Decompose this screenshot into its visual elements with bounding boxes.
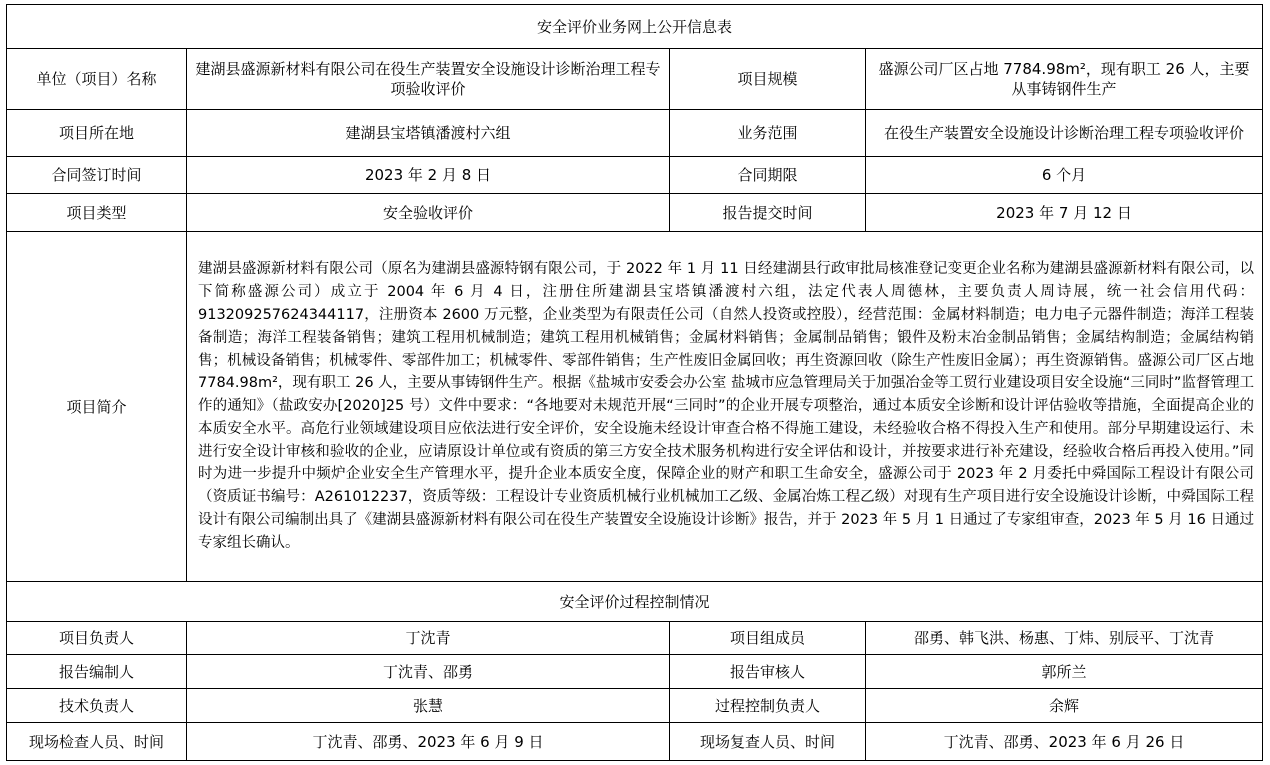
report-reviewer-value: 郭所兰 (866, 655, 1263, 689)
table-row (7, 689, 1263, 723)
table-row (7, 723, 1263, 761)
contract-date-value: 2023 年 2 月 8 日 (187, 157, 670, 194)
table-row (7, 232, 1263, 582)
table-row (7, 622, 1263, 655)
project-name-value: 建湖县盛源新材料有限公司在役生产装置安全设施设计诊断治理工程专项验收评价 (187, 49, 670, 110)
report-date-label: 报告提交时间 (670, 194, 866, 232)
business-scope-label: 业务范围 (670, 110, 866, 157)
technical-lead-label: 技术负责人 (7, 689, 187, 723)
technical-lead-value: 张慧 (187, 689, 670, 723)
project-type-value: 安全验收评价 (187, 194, 670, 232)
contract-period-value: 6 个月 (866, 157, 1263, 194)
process-control-lead-label: 过程控制负责人 (670, 689, 866, 723)
project-name-label: 单位（项目）名称 (7, 49, 187, 110)
project-intro-label: 项目简介 (7, 232, 187, 582)
project-leader-label: 项目负责人 (7, 622, 187, 655)
project-location-label: 项目所在地 (7, 110, 187, 157)
process-control-lead-value: 余辉 (866, 689, 1263, 723)
project-location-value: 建湖县宝塔镇潘渡村六组 (187, 110, 670, 157)
table-title: 安全评价业务网上公开信息表 (7, 5, 1263, 49)
table-row (7, 157, 1263, 194)
title-row (7, 5, 1263, 49)
project-scale-label: 项目规模 (670, 49, 866, 110)
site-inspection-value: 丁沈青、邵勇、2023 年 6 月 9 日 (187, 723, 670, 761)
project-type-label: 项目类型 (7, 194, 187, 232)
report-author-value: 丁沈青、邵勇 (187, 655, 670, 689)
process-section-title: 安全评价过程控制情况 (7, 582, 1263, 622)
table-row (7, 194, 1263, 232)
report-author-label: 报告编制人 (7, 655, 187, 689)
section-title-row (7, 582, 1263, 622)
team-members-value: 邵勇、韩飞洪、杨惠、丁炜、别辰平、丁沈青 (866, 622, 1263, 655)
site-inspection-label: 现场检查人员、时间 (7, 723, 187, 761)
site-recheck-label: 现场复查人员、时间 (670, 723, 866, 761)
table-row (7, 110, 1263, 157)
project-intro-text: 建湖县盛源新材料有限公司（原名为建湖县盛源特钢有限公司，于 2022 年 1 月 11 日经建湖县行政审批局核准登记变更企业名称为建湖县盛源新材料有限公司，以下简称盛源公司）成立于 2004 年 6 月 4 日，注册住所建湖县宝塔镇潘渡村六组，法定代表人周德林，主要负责人周诗展，统一社会信用代码：913209257624344117，注册资本 2600 万元整，企业类型为有限责任公司（自然人投资或控股），经营范围：金属材料制造；电力电子元器件制造；海洋工程装备制造；海洋工程装备销售；建筑工程用机械制造；建筑工程用机械销售；金属材料销售；金属制品销售；锻件及粉末冶金制品销售；金属结构制造；金属结构销售；机械设备销售；机械零件、零部件加工；机械零件、零部件销售；生产性废旧金属回收；再生资源回收（除生产性废旧金属）；再生资源销售。盛源公司厂区占地 7784.98m²，现有职工 26 人，主要从事铸钢件生产。根据《盐城市安委会办公室 盐城市应急管理局关于加强冶金等工贸行业建设项目安全设施“三同时”监督管理工作的通知》（盐政安办[2020]25 号）文件中要求：“各地要对未规范开展“三同时”的企业开展专项整治，通过本质安全诊断和设计评估验收等措施，全面提高企业的本质安全水平。高危行业领域建设项目应依法进行安全评价，安全设施未经设计审查合格不得施工建设，未经验收合格不得投入生产和使用。部分早期建设运行、未进行安全设计审核和验收的企业，应请原设计单位或有资质的第三方安全技术服务机构进行安全评估和设计，并按要求进行补充建设，经验收合格后再投入使用。”同时为进一步提升中频炉企业安全生产管理水平，提升企业本质安全度，保障企业的财产和职工生命安全，盛源公司于 2023 年 2 月委托中舜国际工程设计有限公司（资质证书编号：A261012237，资质等级：工程设计专业资质机械行业机械加工乙级、金属冶炼工程乙级）对现有生产项目进行安全设施设计诊断，中舜国际工程设计有限公司编制出具了《建湖县盛源新材料有限公司在役生产装置安全设施设计诊断》报告，并于 2023 年 5 月 1 日通过了专家组审查，2023 年 5 月 16 日通过专家组长确认。 (187, 232, 1263, 582)
team-members-label: 项目组成员 (670, 622, 866, 655)
contract-date-label: 合同签订时间 (7, 157, 187, 194)
contract-period-label: 合同期限 (670, 157, 866, 194)
report-reviewer-label: 报告审核人 (670, 655, 866, 689)
project-leader-value: 丁沈青 (187, 622, 670, 655)
disclosure-sheet (6, 4, 1262, 760)
disclosure-table (6, 4, 1263, 761)
project-scale-value: 盛源公司厂区占地 7784.98m²，现有职工 26 人，主要从事铸钢件生产 (866, 49, 1263, 110)
table-row (7, 49, 1263, 110)
business-scope-value: 在役生产装置安全设施设计诊断治理工程专项验收评价 (866, 110, 1263, 157)
table-row (7, 655, 1263, 689)
report-date-value: 2023 年 7 月 12 日 (866, 194, 1263, 232)
site-recheck-value: 丁沈青、邵勇、2023 年 6 月 26 日 (866, 723, 1263, 761)
